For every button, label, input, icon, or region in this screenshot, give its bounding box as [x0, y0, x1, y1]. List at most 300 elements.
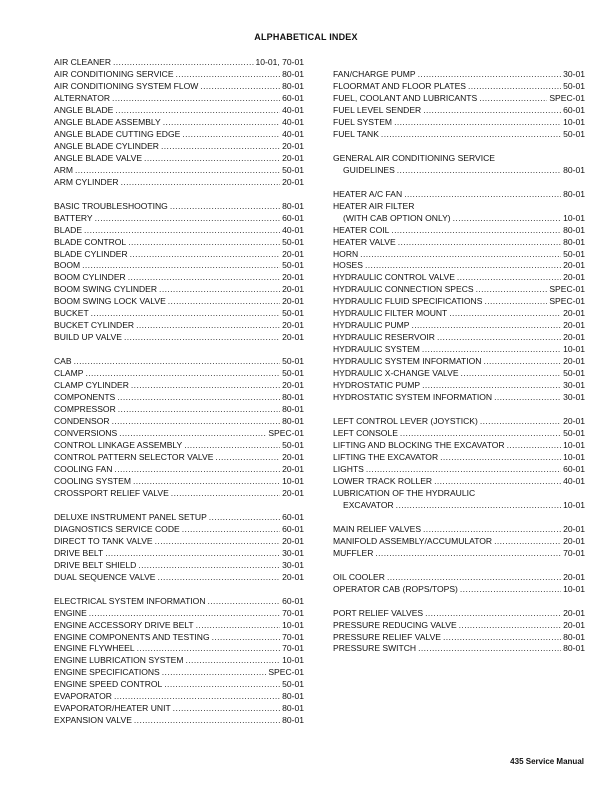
index-entry-page: 60-01: [282, 523, 304, 534]
dot-leader: [161, 141, 280, 153]
dot-leader: [425, 608, 561, 620]
index-gap: [333, 177, 585, 189]
index-entry-label: HEATER VALVE: [333, 236, 396, 247]
index-entry-page: SPEC-01: [549, 296, 585, 307]
index-entry: [54, 476, 304, 488]
index-entry-label: ANGLE BLADE VALVE: [54, 152, 143, 163]
index-entry-page: 80-01: [282, 703, 304, 714]
dot-leader: [182, 129, 280, 141]
index-entry-label: FLOORMAT AND FLOOR PLATES: [333, 80, 466, 91]
index-column-left: [54, 57, 304, 727]
dot-leader: [360, 249, 561, 261]
index-entry: [54, 452, 304, 464]
dot-leader: [184, 440, 280, 452]
dot-leader: [453, 213, 561, 225]
index-entry-page: 80-01: [282, 200, 304, 211]
dot-leader: [418, 69, 561, 81]
dot-leader: [400, 428, 561, 440]
dot-leader: [162, 667, 267, 679]
index-entry-label: BASIC TROUBLESHOOTING: [54, 200, 168, 211]
index-entry-label: LIFTING THE EXCAVATOR: [333, 451, 439, 462]
index-entry-label: ENGINE: [54, 607, 87, 618]
index-entry-label: HYDROSTATIC SYSTEM INFORMATION: [333, 392, 493, 403]
dot-leader: [182, 524, 280, 536]
index-entry: [54, 153, 304, 165]
index-entry: [54, 272, 304, 284]
index-entry: [54, 691, 304, 703]
index-gap: [54, 344, 304, 356]
index-entry-page: 20-01: [563, 416, 585, 427]
index-entry: [333, 452, 585, 464]
page-title: ALPHABETICAL INDEX: [254, 32, 358, 42]
index-entry-page: 20-01: [282, 487, 304, 498]
index-entry-page: 10-01: [282, 619, 304, 630]
index-entry-page: 10-01: [563, 583, 585, 594]
index-entry: [333, 320, 585, 332]
index-entry-label: LEFT CONTROL LEVER (JOYSTICK): [333, 416, 478, 427]
dot-leader: [468, 81, 561, 93]
index-entry-page: 50-01: [563, 80, 585, 91]
index-entry-page: 20-01: [282, 320, 304, 331]
index-entry-page: 10-01: [563, 499, 585, 510]
index-entry: [54, 643, 304, 655]
index-entry-label: PRESSURE SWITCH: [333, 643, 417, 654]
index-entry: [54, 213, 304, 225]
index-entry-page: 20-01: [563, 332, 585, 343]
index-entry: [54, 260, 304, 272]
index-entry: [54, 512, 304, 524]
index-entry-label: ELECTRICAL SYSTEM INFORMATION: [54, 595, 206, 606]
index-entry: [333, 392, 585, 404]
dot-leader: [85, 368, 280, 380]
index-entry: [54, 141, 304, 153]
index-entry-label: HYDRAULIC FLUID SPECIFICATIONS: [333, 296, 483, 307]
index-entry-label: PRESSURE REDUCING VALVE: [333, 619, 457, 630]
index-entry-page: 20-01: [282, 296, 304, 307]
dot-leader: [212, 632, 281, 644]
index-entry: [54, 380, 304, 392]
index-entry: [333, 440, 585, 452]
dot-leader: [164, 679, 280, 691]
index-entry-page: 80-01: [563, 631, 585, 642]
index-entry: [333, 632, 585, 644]
dot-leader: [391, 225, 561, 237]
index-entry-page: 80-01: [563, 188, 585, 199]
index-entry-label: ANGLE BLADE CYLINDER: [54, 140, 159, 151]
index-entry-page: 40-01: [282, 128, 304, 139]
index-entry: [333, 129, 585, 141]
index-entry-label: ANGLE BLADE: [54, 104, 114, 115]
dot-leader: [105, 548, 280, 560]
index-entry-label: EXCAVATOR: [343, 499, 394, 510]
dot-leader: [484, 296, 547, 308]
index-entry-page: 20-01: [282, 463, 304, 474]
index-entry-label: CONTROL PATTERN SELECTOR VALVE: [54, 451, 214, 462]
index-entry: [333, 380, 585, 392]
dot-leader: [133, 476, 280, 488]
dot-leader: [170, 201, 280, 213]
index-entry-label: ENGINE FLYWHEEL: [54, 643, 135, 654]
index-entry: [333, 69, 585, 81]
dot-leader: [457, 272, 561, 284]
index-entry: [54, 57, 304, 69]
index-entry-page: 60-01: [282, 92, 304, 103]
index-entry-label: (WITH CAB OPTION ONLY): [343, 212, 451, 223]
index-entry: [54, 368, 304, 380]
index-entry-label: HYDRAULIC SYSTEM: [333, 344, 420, 355]
index-entry: [54, 93, 304, 105]
index-entry-label: HYDRAULIC SYSTEM INFORMATION: [333, 356, 482, 367]
index-entry-label: HORN: [333, 248, 359, 259]
index-entry-label: BUILD UP VALVE: [54, 332, 122, 343]
index-entry: [54, 548, 304, 560]
index-entry-page: 50-01: [282, 368, 304, 379]
dot-leader: [375, 548, 561, 560]
index-entry: [54, 620, 304, 632]
dot-leader: [171, 488, 280, 500]
index-entry-page: 50-01: [282, 308, 304, 319]
index-entry-label: CONTROL LINKAGE ASSEMBLY: [54, 440, 183, 450]
index-entry: [54, 308, 304, 320]
index-entry: [333, 572, 585, 584]
index-entry: [333, 296, 585, 308]
index-entry-label: EXPANSION VALVE: [54, 715, 132, 726]
index-entry-page: 20-01: [282, 176, 304, 187]
dot-leader: [437, 332, 561, 344]
index-entry-label: AIR CLEANER: [54, 57, 111, 67]
dot-leader: [440, 452, 561, 464]
index-entry: [54, 117, 304, 129]
index-entry: [333, 237, 585, 249]
dot-leader: [130, 249, 281, 261]
index-entry-label: COOLING FAN: [54, 463, 113, 474]
dot-leader: [112, 93, 280, 105]
index-entry-label: FUEL, COOLANT AND LUBRICANTS: [333, 92, 478, 103]
index-entry-label: GUIDELINES: [343, 164, 395, 175]
index-entry: [333, 284, 585, 296]
index-entry-page: 50-01: [282, 679, 304, 690]
index-entry: [333, 416, 585, 428]
index-entry-page: 70-01: [563, 547, 585, 558]
index-entry: [54, 715, 304, 727]
index-entry-label: EVAPORATOR: [54, 691, 112, 702]
index-entry-page: 70-01: [282, 631, 304, 642]
index-entry: [333, 308, 585, 320]
dot-leader: [158, 572, 281, 584]
index-entry-label: ENGINE LUBRICATION SYSTEM: [54, 655, 184, 666]
dot-leader: [128, 237, 280, 249]
dot-leader: [387, 572, 561, 584]
dot-leader: [411, 320, 561, 332]
index-entry-page: 10-01: [563, 116, 585, 127]
index-entry-label: BOOM: [54, 260, 81, 271]
index-entry: [54, 416, 304, 428]
dot-leader: [131, 380, 280, 392]
index-entry: [333, 548, 585, 560]
dot-leader: [208, 596, 281, 608]
index-entry-label: DIRECT TO TANK VALVE: [54, 535, 153, 546]
dot-leader: [483, 356, 561, 368]
dot-leader: [209, 512, 280, 524]
index-entry-page: 60-01: [282, 595, 304, 606]
index-heading-line: LUBRICATION OF THE HYDRAULIC: [333, 487, 476, 498]
dot-leader: [163, 117, 280, 129]
index-entry-page: 20-01: [563, 535, 585, 546]
index-entry-page: 10-01: [563, 212, 585, 223]
index-entry-label: PRESSURE RELIEF VALVE: [333, 631, 441, 642]
index-heading-line: GENERAL AIR CONDITIONING SERVICE: [333, 152, 495, 163]
index-entry-label: HYDRAULIC PUMP: [333, 320, 410, 331]
index-entry-page: 20-01: [282, 451, 304, 462]
index-entry-page: 80-01: [563, 236, 585, 247]
index-entry: [54, 679, 304, 691]
dot-leader: [494, 392, 561, 404]
index-entry-page: 80-01: [563, 224, 585, 235]
dot-leader: [366, 464, 561, 476]
index-entry-label: CLAMP CYLINDER: [54, 380, 129, 391]
index-entry: [333, 213, 585, 225]
index-entry-label: OIL COOLER: [333, 571, 385, 582]
dot-leader: [114, 464, 280, 476]
dot-leader: [196, 620, 280, 632]
index-entry-label: LOWER TRACK ROLLER: [333, 475, 433, 486]
index-entry-label: ANGLE BLADE ASSEMBLY: [54, 116, 161, 127]
index-entry: [54, 237, 304, 249]
index-entry-label: DIAGNOSTICS SERVICE CODE: [54, 523, 180, 534]
index-entry-label: CAB: [54, 356, 72, 367]
index-entry-page: 20-01: [282, 152, 304, 163]
dot-leader: [396, 500, 561, 512]
index-entry: [54, 165, 304, 177]
index-entry-page: 20-01: [563, 571, 585, 582]
index-gap: [54, 584, 304, 596]
index-entry: [54, 488, 304, 500]
dot-leader: [119, 428, 266, 440]
index-entry-page: 20-01: [282, 284, 304, 295]
dot-leader: [84, 225, 280, 237]
index-entry-label: LIFTING AND BLOCKING THE EXCAVATOR: [333, 440, 505, 450]
index-entry-label: MANIFOLD ASSEMBLY/ACCUMULATOR: [333, 535, 493, 546]
dot-leader: [115, 105, 280, 117]
index-gap: [54, 189, 304, 201]
index-entry-label: FUEL SYSTEM: [333, 116, 393, 127]
dot-leader: [124, 332, 280, 344]
index-entry-label: MUFFLER: [333, 547, 374, 558]
index-entry: [333, 368, 585, 380]
dot-leader: [394, 117, 561, 129]
dot-leader: [134, 715, 280, 727]
dot-leader: [215, 452, 280, 464]
index-entry: [54, 608, 304, 620]
index-column-right: [333, 57, 585, 655]
index-entry-page: 40-01: [282, 116, 304, 127]
index-entry-page: 80-01: [563, 164, 585, 175]
index-entry-label: CLAMP: [54, 368, 84, 379]
index-gap: [333, 57, 585, 69]
index-entry-page: 80-01: [282, 404, 304, 415]
dot-leader: [404, 189, 561, 201]
index-entry-page: 50-01: [282, 260, 304, 271]
index-entry: [54, 249, 304, 261]
index-entry-label: ARM: [54, 164, 73, 175]
index-entry-label: DUAL SEQUENCE VALVE: [54, 571, 156, 582]
index-entry: [333, 643, 585, 655]
index-entry-label: HYDRAULIC CONNECTION SPECS: [333, 284, 474, 295]
index-entry-label: HYDRAULIC RESERVOIR: [333, 332, 435, 343]
index-entry-page: 60-01: [282, 212, 304, 223]
dot-leader: [114, 691, 280, 703]
dot-leader: [176, 69, 281, 81]
index-entry-label: ENGINE SPEED CONTROL: [54, 679, 163, 690]
index-entry: [54, 703, 304, 715]
index-entry-page: 50-01: [282, 164, 304, 175]
index-entry: [333, 81, 585, 93]
dot-leader: [112, 416, 281, 428]
index-entry: [333, 620, 585, 632]
index-entry-label: AIR CONDITIONING SERVICE: [54, 68, 174, 79]
index-entry-page: 10-01: [563, 344, 585, 355]
manual-footer: 435 Service Manual: [510, 757, 584, 766]
index-entry-page: 40-01: [563, 475, 585, 486]
index-entry: [54, 320, 304, 332]
index-entry: [333, 225, 585, 237]
index-entry-page: 60-01: [563, 104, 585, 115]
index-entry: [333, 536, 585, 548]
index-entry-page: 70-01: [282, 607, 304, 618]
index-entry-label: CONVERSIONS: [54, 428, 118, 439]
dot-leader: [91, 308, 280, 320]
dot-leader: [186, 655, 281, 667]
dot-leader: [507, 440, 562, 452]
index-entry-page: 30-01: [563, 68, 585, 79]
index-entry-page: 50-01: [563, 428, 585, 439]
index-entry-label: LIGHTS: [333, 463, 364, 474]
index-entry: [333, 260, 585, 272]
index-entry: [333, 117, 585, 129]
index-entry-page: 20-01: [563, 260, 585, 271]
index-entry: [54, 632, 304, 644]
index-entry: [54, 296, 304, 308]
dot-leader: [159, 284, 280, 296]
dot-leader: [443, 632, 561, 644]
index-entry: [54, 129, 304, 141]
index-entry-page: 10-01: [282, 475, 304, 486]
index-entry: [333, 344, 585, 356]
index-entry-page: 50-01: [282, 236, 304, 247]
index-entry-label: COMPRESSOR: [54, 404, 116, 415]
index-entry: [54, 667, 304, 679]
index-entry-label: ARM CYLINDER: [54, 176, 119, 187]
index-entry: [333, 500, 585, 512]
dot-leader: [397, 165, 561, 177]
index-entry: [54, 440, 304, 452]
index-entry: [333, 105, 585, 117]
index-entry: [54, 69, 304, 81]
index-entry: [54, 596, 304, 608]
index-entry-page: 80-01: [282, 68, 304, 79]
dot-leader: [75, 165, 280, 177]
dot-leader: [200, 81, 280, 93]
index-gap: [333, 596, 585, 608]
index-entry-label: BATTERY: [54, 212, 93, 223]
index-gap: [333, 404, 585, 416]
index-entry-page: 30-01: [282, 547, 304, 558]
index-entry: [54, 332, 304, 344]
index-entry-page: 20-01: [282, 571, 304, 582]
index-entry-label: BLADE CYLINDER: [54, 248, 128, 259]
index-entry-label: BOOM SWING CYLINDER: [54, 284, 158, 295]
index-entry: [333, 584, 585, 596]
index-entry-label: ENGINE SPECIFICATIONS: [54, 667, 160, 678]
index-entry-label: DELUXE INSTRUMENT PANEL SETUP: [54, 511, 207, 522]
dot-leader: [418, 643, 561, 655]
index-entry-page: 20-01: [563, 523, 585, 534]
index-entry: [54, 464, 304, 476]
index-entry-label: BUCKET: [54, 308, 89, 319]
index-entry: [54, 655, 304, 667]
dot-leader: [480, 416, 561, 428]
index-entry-page: 10-01: [563, 440, 585, 450]
index-entry: [333, 189, 585, 201]
index-entry-page: 20-01: [563, 607, 585, 618]
index-entry: [54, 560, 304, 572]
index-entry-page: 50-01: [282, 440, 304, 450]
index-entry: [54, 404, 304, 416]
index-entry-page: 20-01: [282, 272, 304, 283]
dot-leader: [138, 560, 280, 572]
dot-leader: [494, 536, 561, 548]
index-entry-page: 20-01: [563, 272, 585, 283]
index-entry: [54, 201, 304, 213]
index-entry: [333, 608, 585, 620]
dot-leader: [398, 237, 561, 249]
dot-leader: [95, 213, 280, 225]
dot-leader: [449, 308, 561, 320]
dot-leader: [89, 608, 280, 620]
dot-leader: [460, 584, 561, 596]
index-entry-page: 50-01: [282, 356, 304, 367]
dot-leader: [155, 536, 280, 548]
index-entry-page: 50-01: [563, 128, 585, 139]
index-entry: [54, 284, 304, 296]
index-entry-label: DRIVE BELT: [54, 547, 104, 558]
index-entry-page: 80-01: [563, 643, 585, 654]
index-entry-page: 50-01: [563, 248, 585, 259]
index-gap: [333, 512, 585, 524]
index-entry-page: 20-01: [282, 332, 304, 343]
dot-leader: [121, 177, 281, 189]
index-entry: [333, 464, 585, 476]
dot-leader: [434, 476, 561, 488]
index-entry-page: SPEC-01: [268, 428, 304, 439]
index-entry-page: SPEC-01: [549, 92, 585, 103]
index-entry-page: 40-01: [282, 224, 304, 235]
dot-leader: [422, 344, 561, 356]
dot-leader: [74, 356, 281, 368]
dot-leader: [144, 153, 280, 165]
dot-leader: [423, 105, 561, 117]
dot-leader: [459, 620, 561, 632]
index-entry-label: CONDENSOR: [54, 416, 110, 427]
index-entry-label: ENGINE ACCESSORY DRIVE BELT: [54, 619, 194, 630]
index-entry-label: PORT RELIEF VALVES: [333, 607, 424, 618]
dot-leader: [423, 524, 561, 536]
index-entry-page: 80-01: [282, 416, 304, 427]
index-gap: [333, 141, 585, 153]
index-entry: [333, 428, 585, 440]
dot-leader: [381, 129, 561, 141]
index-entry-page: 20-01: [563, 356, 585, 367]
